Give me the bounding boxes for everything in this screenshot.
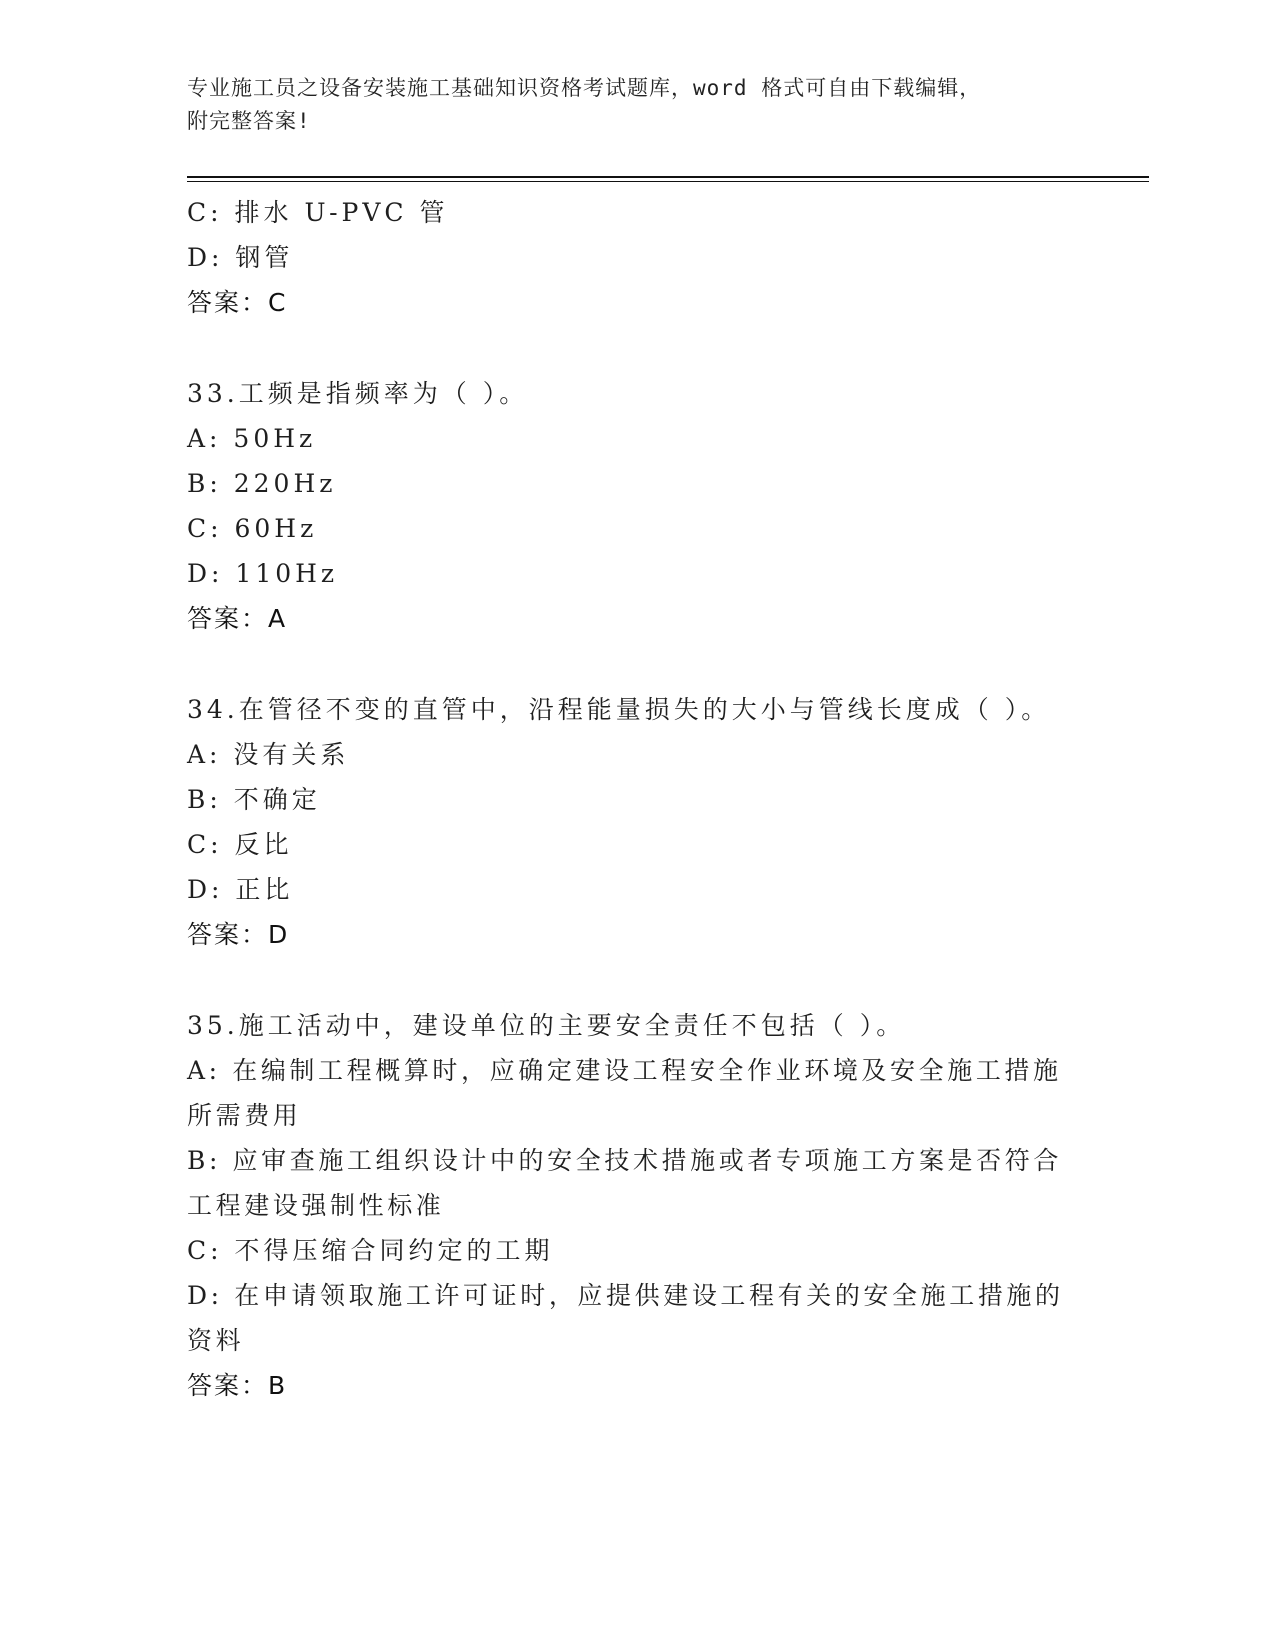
option-b: B: 220Hz — [187, 469, 337, 498]
header-divider-thin — [187, 181, 1149, 182]
question-stem: 34.在管径不变的直管中，沿程能量损失的大小与管线长度成（ ）。 — [187, 695, 1051, 724]
header-line-2: 附完整答案! — [187, 109, 311, 133]
spacer — [187, 641, 1087, 687]
option-a: A: 在编制工程概算时，应确定建设工程安全作业环境及安全施工措施所需费用 — [187, 1056, 1062, 1130]
answer-line: 答案：C — [187, 288, 288, 317]
question-33 — [187, 371, 1087, 641]
question-32-tail — [187, 190, 1087, 325]
question-stem: 35.施工活动中，建设单位的主要安全责任不包括（ ）。 — [187, 1011, 906, 1040]
spacer — [187, 325, 1087, 371]
answer-line: 答案：A — [187, 604, 288, 633]
option-a: A: 没有关系 — [187, 740, 350, 769]
question-stem: 33.工频是指频率为（ ）。 — [187, 379, 529, 408]
option-b: B: 不确定 — [187, 785, 321, 814]
option-d: D: 钢管 — [187, 243, 294, 272]
question-35 — [187, 1003, 1087, 1408]
spacer — [187, 957, 1087, 1003]
option-d: D: 110Hz — [187, 559, 339, 588]
option-b: B: 应审查施工组织设计中的安全技术措施或者专项施工方案是否符合工程建设强制性标准 — [187, 1146, 1062, 1220]
option-c: C: 排水 U-PVC 管 — [187, 198, 449, 227]
option-d: D: 在申请领取施工许可证时，应提供建设工程有关的安全施工措施的资料 — [187, 1281, 1064, 1355]
document-header — [187, 72, 1087, 138]
option-d: D: 正比 — [187, 875, 294, 904]
answer-line: 答案：D — [187, 920, 290, 949]
option-c: C: 60Hz — [187, 514, 318, 543]
option-c: C: 反比 — [187, 830, 293, 859]
header-divider-thick — [187, 176, 1149, 178]
answer-line: 答案：B — [187, 1371, 288, 1400]
question-list — [187, 190, 1087, 1408]
question-34 — [187, 687, 1087, 957]
header-line-1: 专业施工员之设备安装施工基础知识资格考试题库，word 格式可自由下载编辑， — [187, 76, 982, 100]
option-a: A: 50Hz — [187, 424, 317, 453]
option-c: C: 不得压缩合同约定的工期 — [187, 1236, 554, 1265]
